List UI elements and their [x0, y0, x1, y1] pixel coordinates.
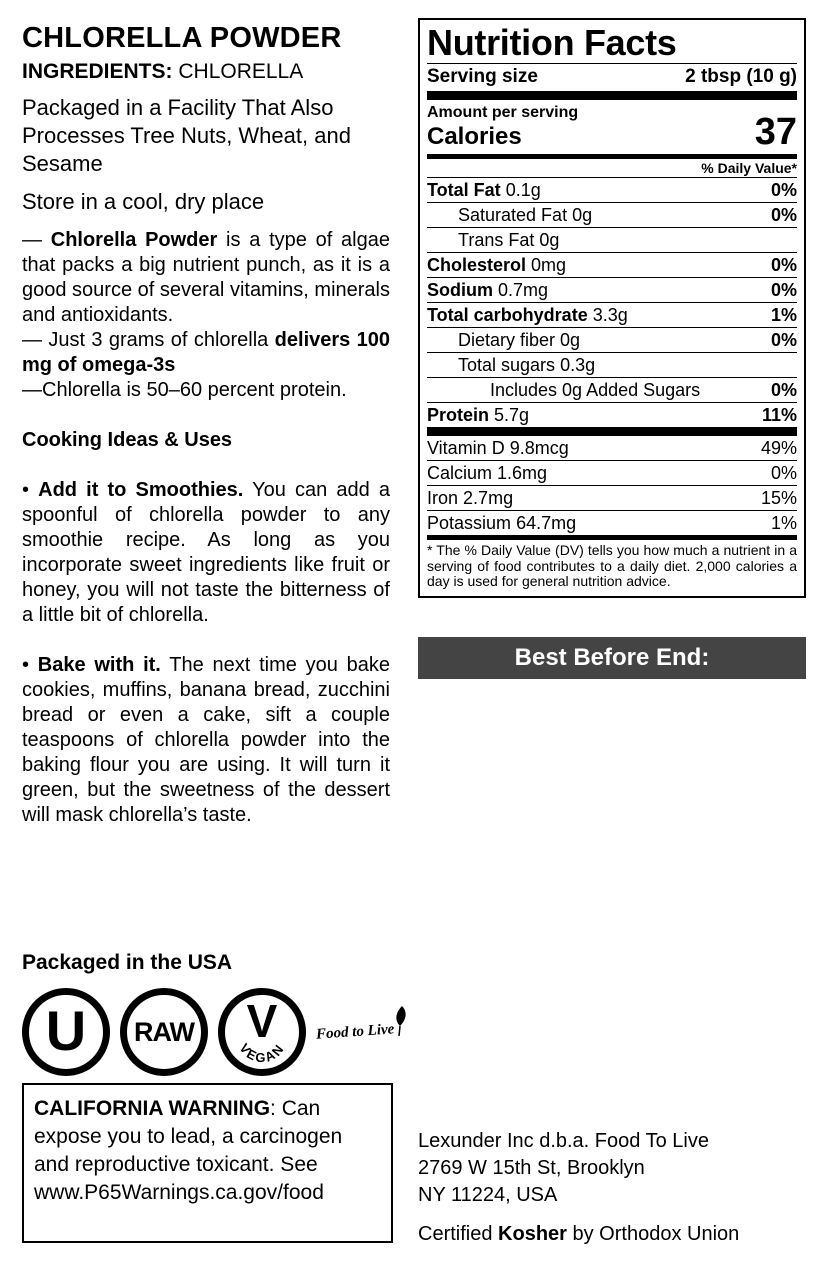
calories-row: Calories 37 — [427, 123, 797, 159]
best-before-banner: Best Before End: — [418, 637, 806, 679]
vegan-text: VEGAN — [236, 1040, 288, 1066]
storage-instructions: Store in a cool, dry place — [22, 189, 265, 214]
nutrient-row-cholesterol: Cholesterol 0mg 0% — [427, 253, 797, 278]
nutrient-row-calcium: Calcium 1.6mg 0% — [427, 461, 797, 486]
product-info — [22, 20, 390, 828]
leaf-icon — [396, 1006, 405, 1026]
warning-text: : Can expose you to lead, a carcinogen and reproductive toxicant. See www.P65Warnings.ca.gov/food — [34, 1097, 343, 1204]
nutrient-row-saturated-fat: Saturated Fat 0g 0% — [427, 203, 797, 228]
fact-1: — Chlorella Powder is a type of algae that packs a big nutrient punch, as it is a good source of several vitamins, minerals and antioxidants. — [22, 229, 390, 326]
allergen-facility-note: Packaged in a Facility That Also Processes Tree Nuts, Wheat, and Sesame — [22, 95, 351, 176]
ou-kosher-logo — [22, 988, 110, 1076]
vegan-letter: V — [246, 995, 278, 1047]
manufacturer-address — [418, 1128, 818, 1209]
brand-mark — [316, 1002, 412, 1062]
product-facts — [22, 228, 390, 403]
serving-size-row: Serving size 2 tbsp (10 g) — [427, 64, 797, 100]
origin-label: Packaged in the USA — [22, 951, 233, 974]
food-to-live-logo — [316, 1002, 412, 1062]
certification-logos — [22, 988, 412, 1078]
product-title: CHLORELLA POWDER — [22, 22, 342, 54]
use-baking: • Bake with it. The next time you bake cookies, muffins, banana bread, zucchini bread or even a cake, sift a couple teaspoons of chlorella powder into the baking flour you are using. It will turn it green, but the sweetness of the dessert will mask chlorella’s taste. — [22, 654, 390, 826]
address-line-3: NY 11224, USA — [418, 1184, 558, 1206]
cooking-heading: Cooking Ideas & Uses — [22, 429, 233, 451]
nutrient-row-total-sugars: Total sugars 0.3g — [427, 353, 797, 378]
vegan-logo — [218, 988, 306, 1076]
address-line-1: Lexunder Inc d.b.a. Food To Live — [418, 1130, 709, 1152]
kosher-certification: Certified Kosher by Orthodox Union — [418, 1223, 740, 1245]
raw-logo — [120, 988, 208, 1076]
ou-letter: U — [45, 999, 87, 1062]
warning-label: CALIFORNIA WARNING — [34, 1097, 271, 1120]
nutrition-title: Nutrition Facts — [427, 24, 797, 64]
daily-value-footnote: * The % Daily Value (DV) tells you how much a nutrient in a serving of food contributes to a daily diet. 2,000 calories a day is used for general nutrition advice. — [427, 542, 797, 589]
nutrient-row-iron: Iron 2.7mg 15% — [427, 486, 797, 511]
brand-text: Food to Live — [316, 1021, 395, 1043]
prop65-warning — [22, 1083, 393, 1243]
raw-text: RAW — [134, 1017, 194, 1047]
nutrient-row-total-carbohydrate: Total carbohydrate 3.3g 1% — [427, 303, 797, 328]
daily-value-header: % Daily Value* — [427, 159, 797, 178]
ingredients — [22, 58, 390, 86]
use-smoothies: • Add it to Smoothies. You can add a spoonful of chlorella powder to any smoothie recipe. As long as you incorporate sweet ingredients like fruit or honey, you will not taste the bitterness of a little bit of chlorella. — [22, 479, 391, 626]
nutrient-row-total-fat: Total Fat 0.1g 0% — [427, 178, 797, 203]
ingredients-label: INGREDIENTS: — [22, 60, 173, 83]
fact-3: —Chlorella is 50–60 percent protein. — [22, 379, 347, 401]
vegan-mark — [225, 995, 299, 1069]
ingredients-value: CHLORELLA — [178, 60, 304, 83]
nutrition-facts-panel — [418, 18, 806, 598]
address-line-2: 2769 W 15th St, Brooklyn — [418, 1157, 645, 1179]
fact-2: — Just 3 grams of chlorella delivers 100 mg of omega-3s — [22, 329, 391, 376]
nutrient-row-added-sugars: Includes 0g Added Sugars 0% — [427, 378, 797, 403]
nutrient-row-vitamin-d: Vitamin D 9.8mcg 49% — [427, 436, 797, 461]
nutrient-row-trans-fat: Trans Fat 0g — [427, 228, 797, 253]
nutrient-row-sodium: Sodium 0.7mg 0% — [427, 278, 797, 303]
nutrient-row-dietary-fiber: Dietary fiber 0g 0% — [427, 328, 797, 353]
nutrient-row-protein: Protein 5.7g 11% — [427, 403, 797, 436]
amount-per-serving: Amount per serving — [427, 104, 579, 121]
nutrient-row-potassium: Potassium 64.7mg 1% — [427, 511, 797, 540]
